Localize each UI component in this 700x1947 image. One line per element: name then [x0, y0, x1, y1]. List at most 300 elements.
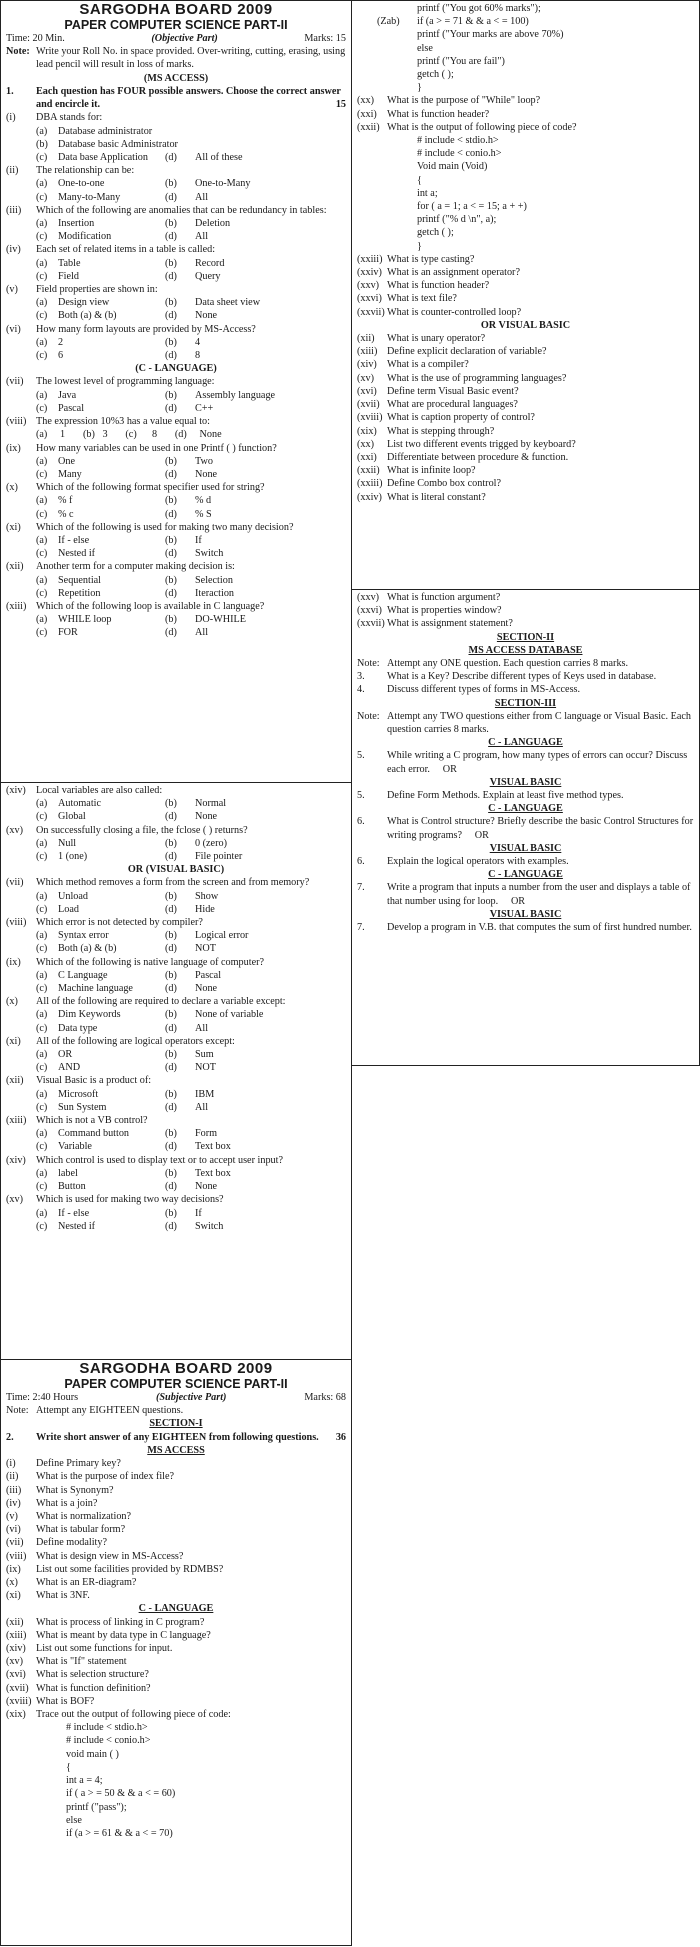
mcq-number: (i)	[6, 112, 16, 124]
spacer	[6, 797, 36, 810]
mcq-option-row	[6, 217, 346, 230]
mcq-question	[6, 1074, 346, 1087]
question-number: (xv)	[6, 1656, 23, 1668]
question-number: 4.	[357, 684, 365, 696]
option-letter: (d)	[165, 1101, 177, 1113]
part-label: (Subjective Part)	[156, 1392, 227, 1403]
short-question-list-visual-basic	[357, 332, 694, 504]
board-title: SARGODHA BOARD 2009	[79, 1, 273, 18]
option-letter: (c)	[36, 1220, 48, 1232]
mcq-text: Which method removes a form from the screen and from memory?	[36, 877, 310, 889]
short-question	[6, 1708, 346, 1721]
option-letter: (a)	[36, 336, 48, 348]
question-text: Define Primary key?	[36, 1458, 121, 1470]
option-letter: (a)	[36, 614, 48, 626]
option-text: All	[195, 1101, 209, 1113]
option-text: Pascal	[195, 969, 222, 981]
option-text: Global	[58, 811, 86, 823]
option-letter: (a)	[36, 890, 48, 902]
mcq-option-row	[6, 903, 346, 916]
mcq-item	[6, 1193, 346, 1233]
question-number: (x)	[6, 1577, 18, 1589]
mcq-option-row	[6, 494, 346, 507]
short-question	[6, 1616, 346, 1629]
option-text: WHILE loop	[58, 614, 112, 626]
mcq-item	[6, 521, 346, 561]
spacer	[6, 969, 36, 982]
question-text: What is 3NF.	[36, 1590, 90, 1602]
short-question-list-c-language-2	[357, 94, 694, 134]
mcq-number: (xi)	[6, 521, 21, 533]
code-line: # include < conio.h>	[417, 148, 502, 160]
mcq-option-row	[6, 1220, 346, 1233]
option-text: FOR	[58, 627, 78, 639]
question-text: What is function argument?	[387, 592, 501, 603]
option-letter: (d)	[165, 152, 177, 164]
option-text: Load	[58, 903, 79, 915]
code-zab-line: (Zab) if (a > = 71 & & a < = 100)	[377, 16, 529, 28]
short-question	[6, 1510, 346, 1523]
short-question	[357, 372, 694, 385]
option-letter: (a)	[36, 969, 48, 981]
mcq-question	[6, 415, 346, 428]
time: Time: 20 Min.	[6, 33, 65, 44]
option-letter: (d)	[165, 587, 177, 599]
spacer	[6, 309, 36, 322]
code-line: printf ("pass");	[66, 1801, 127, 1813]
question-number: (xx)	[357, 438, 374, 450]
option-letter: (a)	[36, 1128, 48, 1140]
option-text: Logical error	[195, 930, 249, 942]
option-text: Database administrator	[58, 125, 153, 137]
option-letter: (d)	[165, 851, 177, 863]
question-text: What is design view in MS-Access?	[36, 1550, 184, 1562]
option-letter: (a)	[36, 574, 48, 586]
mcq-question	[6, 481, 346, 494]
mcq-option-row	[6, 1008, 346, 1021]
short-question	[357, 345, 694, 358]
mcq-number: (ii)	[6, 165, 19, 177]
mcq-option-row	[6, 1101, 346, 1114]
mcq-question	[6, 283, 346, 296]
mcq-item	[6, 164, 346, 204]
mcq-list-c-language-cont	[6, 784, 346, 863]
mcq-number: (xv)	[6, 824, 23, 836]
option-letter: (c)	[36, 310, 48, 322]
option-text: Text box	[195, 1167, 231, 1179]
question-text: What is the use of programming languages?	[387, 372, 567, 384]
mcq-item	[6, 1074, 346, 1114]
question-text: What is function header?	[387, 108, 490, 120]
spacer	[6, 428, 36, 441]
option-letter: (b)	[165, 534, 177, 546]
spacer	[6, 810, 36, 823]
option-text: Design view	[58, 297, 110, 309]
code-block-2	[357, 134, 694, 253]
section-3: SECTION-III	[494, 697, 557, 709]
option-letter: (b)	[165, 1088, 177, 1100]
mcq-text: Which control is used to display text or to accept user input?	[36, 1154, 283, 1166]
code-line: void main ( )	[66, 1748, 119, 1760]
mcq-item	[6, 876, 346, 916]
mcq-option-row	[6, 1022, 346, 1035]
long-question	[357, 683, 694, 696]
mcq-text: Which error is not detected by compiler?	[36, 917, 203, 929]
mcq-item	[6, 442, 346, 482]
short-question-list-c-language-3	[357, 253, 694, 319]
option-text: One-to-Many	[195, 178, 251, 190]
spacer	[6, 151, 36, 164]
mcq-number: (vii)	[6, 877, 24, 889]
option-letter: (c)	[36, 627, 48, 639]
code-block-1-rest	[357, 28, 694, 94]
option-text: Deletion	[195, 218, 231, 230]
option-letter: (d)	[165, 350, 177, 362]
note: Note: Attempt any EIGHTEEN questions.	[6, 1405, 184, 1417]
option-letter: (a)	[36, 297, 48, 309]
mcq-text: Local variables are also called:	[36, 785, 163, 796]
mcq-text: The relationship can be:	[36, 165, 135, 177]
mcq-question	[6, 164, 346, 177]
mcq-option-row	[6, 969, 346, 982]
option-text: Modification	[58, 231, 112, 243]
option-letter: (c)	[36, 851, 48, 863]
option-text: Pascal	[58, 402, 85, 414]
right-column	[352, 0, 700, 1066]
option-text: 4	[195, 336, 201, 348]
option-letter: (b)	[165, 218, 177, 230]
option-letter: (c)	[36, 350, 48, 362]
paper-title-2: PAPER COMPUTER SCIENCE PART-II	[64, 1377, 288, 1391]
code-line: # include < stdio.h>	[66, 1722, 148, 1734]
option-letter: (a)	[36, 1009, 48, 1021]
option-text: Sun System	[58, 1101, 107, 1113]
question-text: What is a compiler?	[387, 359, 469, 371]
subjective-box	[0, 1359, 352, 1946]
mcq-option-row	[6, 547, 346, 560]
option-letter: (c)	[36, 811, 48, 823]
mcq-question	[6, 204, 346, 217]
question-number: (xxvii)	[357, 618, 385, 630]
short-question	[6, 1550, 346, 1563]
question-number: (v)	[6, 1511, 18, 1523]
question-text: Define term Visual Basic event?	[387, 385, 519, 397]
mcq-text: Which of the following is native language of computer?	[36, 956, 265, 968]
mcq-option-row	[6, 270, 346, 283]
mcq-number: (xiii)	[6, 600, 27, 612]
short-question	[357, 451, 694, 464]
question-text: What is literal constant?	[387, 491, 486, 503]
question-number: (xviii)	[357, 412, 383, 424]
short-question	[6, 1589, 346, 1602]
option-text: All	[195, 627, 209, 639]
mcq-item	[6, 956, 346, 996]
mcq-number: (x)	[6, 482, 18, 494]
long-question	[357, 670, 694, 683]
mcq-option-row	[6, 389, 346, 402]
question-text: What are procedural languages?	[387, 399, 518, 411]
option-text: All	[195, 1022, 209, 1034]
option-letter: (d)	[165, 811, 177, 823]
spacer	[6, 626, 36, 639]
short-question	[357, 385, 694, 398]
short-question	[6, 1655, 346, 1668]
option-letter: (c)	[36, 1101, 48, 1113]
option-text: Two	[195, 455, 213, 467]
mcq-option-row	[6, 587, 346, 600]
marks: Marks: 68	[304, 1392, 346, 1403]
subjective-box-cont	[352, 0, 700, 590]
option-letter: (a)	[36, 389, 48, 401]
mcq-option-row	[6, 797, 346, 810]
mcq-text: All of the following are required to declare a variable except:	[36, 996, 286, 1008]
spacer	[6, 547, 36, 560]
code-line: else	[417, 42, 433, 54]
short-question	[357, 411, 694, 424]
question-number: (ii)	[6, 1471, 19, 1483]
option-letter: (c)	[36, 152, 48, 164]
question-number: (xii)	[6, 1616, 24, 1628]
spacer	[6, 257, 36, 270]
question-text: What is tabular form?	[36, 1524, 126, 1536]
section-3-visual-basic-2: VISUAL BASIC	[489, 842, 562, 854]
question-text: What is the purpose of index file?	[36, 1471, 175, 1483]
option-text: Syntax error	[58, 930, 109, 942]
question-number: (xiii)	[357, 346, 378, 358]
mcq-option-row	[6, 626, 346, 639]
question-number: (xxiii)	[357, 253, 383, 265]
mcq-option-row	[6, 455, 346, 468]
question-text: What is Synonym?	[36, 1484, 114, 1496]
option-text: Java	[58, 389, 77, 401]
option-text: Both (a) & (b)	[58, 943, 117, 955]
mcq-option-row	[6, 613, 346, 626]
part-label: (Objective Part)	[151, 33, 218, 44]
option-letter: (d)	[165, 231, 177, 243]
mcq-number: (xii)	[6, 561, 24, 573]
mcq-number: (xv)	[6, 1194, 23, 1206]
option-text: One-to-one	[58, 178, 105, 190]
code-line: for ( a = 1; a < = 15; a + +)	[417, 201, 527, 213]
mcq-item	[6, 995, 346, 1035]
question-number: (iv)	[6, 1497, 21, 1509]
mcq-option-row	[6, 468, 346, 481]
option-letter: (b)	[165, 178, 177, 190]
mcq-item	[6, 415, 346, 441]
code-line: # include < conio.h>	[66, 1735, 151, 1747]
mcq-question	[6, 1114, 346, 1127]
option-text: Many	[58, 468, 82, 480]
mcq-number: (x)	[6, 996, 18, 1008]
option-letter: (c)	[36, 903, 48, 915]
section-ms-access: (MS ACCESS)	[143, 72, 209, 84]
option-text: Query	[195, 270, 221, 282]
option-text: % c	[58, 508, 74, 520]
section-c-language-subj: C - LANGUAGE	[138, 1603, 214, 1615]
short-question	[357, 358, 694, 371]
option-text: Hide	[195, 903, 215, 915]
option-text: Automatic	[58, 798, 102, 810]
mcq-item	[6, 824, 346, 864]
spacer	[6, 177, 36, 190]
question-number: (xxv)	[357, 280, 380, 292]
option-text: Sequential	[58, 574, 102, 586]
mcq-option-row	[6, 1061, 346, 1074]
option-text: Switch	[195, 548, 224, 560]
option-text: Insertion	[58, 218, 95, 230]
mcq-question	[6, 243, 346, 256]
mcq-item	[6, 481, 346, 521]
short-question	[357, 477, 694, 490]
section-2-note: Note: Attempt any ONE question. Each question carries 8 marks.	[357, 658, 629, 670]
short-question	[357, 279, 694, 292]
option-letter: (b)	[36, 138, 48, 150]
option-letter: (b)	[165, 455, 177, 467]
option-text: Record	[195, 257, 225, 269]
mcq-option-row	[6, 1207, 346, 1220]
marks: Marks: 15	[304, 33, 346, 44]
mcq-option-row	[6, 1048, 346, 1061]
mcq-text: Visual Basic is a product of:	[36, 1075, 152, 1087]
mcq-list-ms-access	[6, 111, 346, 362]
question-text: What is normalization?	[36, 1511, 132, 1523]
option-letter: (a)	[36, 218, 48, 230]
mcq-question	[6, 784, 346, 797]
question-text: What is stepping through?	[387, 425, 495, 437]
question-text: List out some functions for input.	[36, 1643, 173, 1655]
option-letter: (a)	[36, 178, 48, 190]
mcq-option-row	[6, 309, 346, 322]
option-text: Show	[195, 890, 219, 902]
option-text: Database basic Administrator	[58, 138, 178, 150]
mcq-question	[6, 876, 346, 889]
question-text: Trace out the output of following piece of code:	[36, 1709, 231, 1721]
code-line: else	[66, 1814, 82, 1826]
short-question	[357, 332, 694, 345]
option-letter: (b)	[165, 336, 177, 348]
option-letter: (c)	[36, 468, 48, 480]
question-text: Define modality?	[36, 1537, 108, 1549]
code-line: if (a > = 61 & & a < = 70)	[66, 1827, 173, 1839]
option-text: NOT	[195, 1062, 216, 1074]
mcq-number: (viii)	[6, 416, 27, 428]
question-number: (xiv)	[6, 1643, 26, 1655]
mcq-option-row	[6, 534, 346, 547]
mcq-text: Which of the following are anomalies that can be redundancy in tables:	[36, 204, 327, 216]
question-text: What is text file?	[387, 293, 457, 305]
short-question	[6, 1497, 346, 1510]
code-line: getch ( );	[417, 227, 454, 239]
question-text: Discuss different types of forms in MS-Access.	[387, 684, 581, 696]
question-text: What is the output of following piece of code?	[387, 121, 577, 133]
code-line: {	[417, 174, 422, 186]
question-text: What is counter-controlled loop?	[387, 306, 522, 318]
question-number: (xii)	[357, 333, 375, 345]
question-number: (xxiii)	[357, 478, 383, 490]
short-question	[6, 1563, 346, 1576]
spacer	[6, 230, 36, 243]
spacer	[6, 217, 36, 230]
question-text: List two different events trigged by keyboard?	[387, 438, 576, 450]
option-letter: (d)	[165, 191, 177, 203]
spacer	[6, 389, 36, 402]
code-line: if ( a > = 50 & & a < = 60)	[66, 1788, 176, 1800]
board-title-2: SARGODHA BOARD 2009	[79, 1360, 273, 1377]
option-text: Button	[58, 1181, 86, 1193]
spacer	[6, 613, 36, 626]
spacer	[6, 191, 36, 204]
mcq-item	[6, 1154, 346, 1194]
question-number: (xxvi)	[357, 605, 382, 617]
spacer	[6, 402, 36, 415]
mcq-text: Field properties are shown in:	[36, 284, 158, 296]
option-text: Form	[195, 1128, 218, 1140]
mcq-number: (ix)	[6, 956, 21, 968]
option-letter: (d)	[165, 943, 177, 955]
spacer	[6, 534, 36, 547]
question-number: (xvi)	[357, 385, 377, 397]
option-letter: (c)	[36, 191, 48, 203]
mcq-question	[6, 1193, 346, 1206]
question-number: (xiv)	[357, 359, 377, 371]
option-text: Data sheet view	[195, 297, 261, 309]
mcq-text: DBA stands for:	[36, 112, 103, 124]
option-letter: (b)	[165, 574, 177, 586]
option-letter: (d)	[165, 1141, 177, 1153]
question-text: What is infinite loop?	[387, 465, 476, 477]
question-2: 2. Write short answer of any EIGHTEEN from following questions.	[6, 1431, 319, 1443]
option-letter: (a)	[36, 495, 48, 507]
section-3-c-language: C - LANGUAGE	[488, 737, 563, 749]
short-question	[6, 1523, 346, 1536]
option-letter: (a)	[36, 798, 48, 810]
question-6: 6. What is Control structure? Briefly describe the basic Control Structures for writing programs? OR	[357, 816, 694, 841]
subjective-meta	[6, 1391, 346, 1404]
spacer	[6, 587, 36, 600]
question-text: What is the purpose of "While" loop?	[387, 95, 541, 107]
mcq-text: Which is not a VB control?	[36, 1115, 148, 1127]
question-number: (xxi)	[357, 108, 377, 120]
mcq-item	[6, 375, 346, 415]
question-5: 5. While writing a C program, how many types of errors can occur? Discuss each error. OR	[357, 750, 688, 775]
question-number: (xxvi)	[357, 293, 382, 305]
or-label: OR	[510, 895, 526, 907]
question-text: What is BOF?	[36, 1695, 95, 1707]
spacer	[6, 494, 36, 507]
short-question	[357, 464, 694, 477]
question-text: What is assignment statement?	[387, 618, 513, 630]
mcq-number: (iii)	[6, 204, 22, 216]
question-number: (xvii)	[6, 1682, 29, 1694]
code-block-1-cont	[357, 2, 694, 15]
option-letter: (b)	[165, 257, 177, 269]
spacer	[6, 1140, 36, 1153]
section-c-language: (C - LANGUAGE)	[135, 363, 217, 375]
mcq-option-row	[6, 177, 346, 190]
mcq-option-row	[6, 138, 346, 151]
mcq-option-row	[6, 191, 346, 204]
option-text: None	[195, 310, 218, 322]
spacer	[6, 574, 36, 587]
option-letter: (b)	[165, 1128, 177, 1140]
option-letter: (a)	[36, 534, 48, 546]
mcq-option-row	[6, 1088, 346, 1101]
mcq-option-row	[6, 929, 346, 942]
spacer	[6, 1022, 36, 1035]
code-line: {	[66, 1761, 71, 1773]
question-text: What is selection structure?	[36, 1669, 149, 1681]
question-text: What is "If" statement	[36, 1656, 127, 1668]
